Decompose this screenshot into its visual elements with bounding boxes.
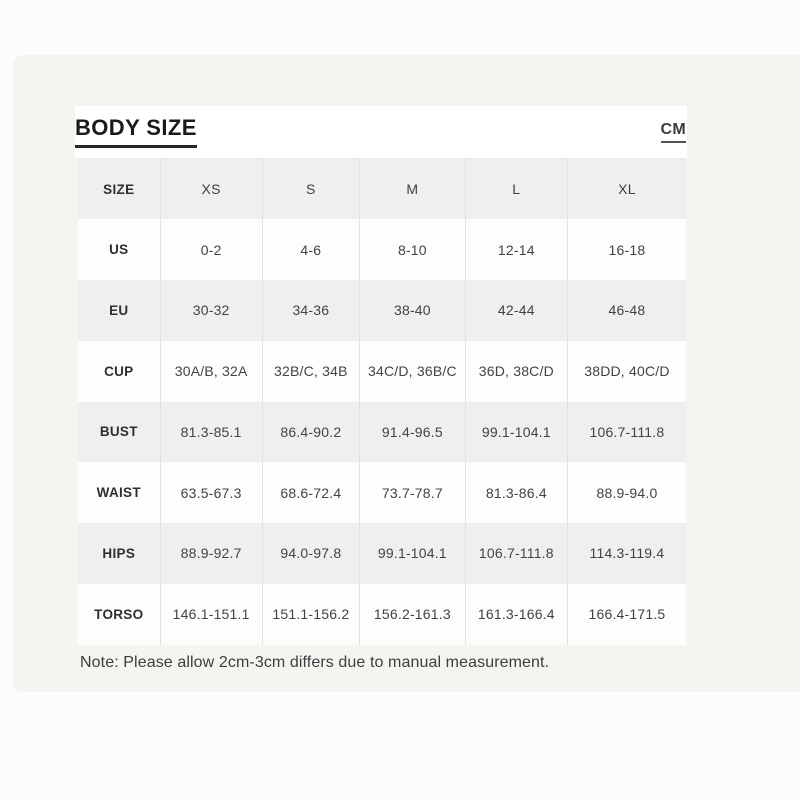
cell: 146.1-151.1 (160, 584, 262, 645)
cell: 94.0-97.8 (262, 523, 359, 584)
cell: 32B/C, 34B (262, 341, 359, 402)
row-label: TORSO (94, 606, 144, 622)
corner-header: SIZE (103, 181, 135, 197)
table-row (78, 341, 686, 402)
cell: 30A/B, 32A (160, 341, 262, 402)
cell: 88.9-94.0 (567, 462, 686, 523)
header-row (78, 159, 686, 220)
row-label: EU (109, 302, 129, 318)
cell: 38-40 (359, 280, 465, 341)
size-col-header: XL (567, 159, 686, 220)
size-col-header: L (465, 159, 567, 220)
row-label: CUP (104, 363, 134, 379)
cell: 86.4-90.2 (262, 402, 359, 463)
row-label: HIPS (102, 545, 136, 561)
cell: 73.7-78.7 (359, 462, 465, 523)
row-label: US (109, 242, 129, 258)
cell: 81.3-85.1 (160, 402, 262, 463)
table-body (78, 219, 686, 644)
cell: 114.3-119.4 (567, 523, 686, 584)
title-band (75, 106, 687, 158)
cell: 42-44 (465, 280, 567, 341)
cell: 166.4-171.5 (567, 584, 686, 645)
cell: 34C/D, 36B/C (359, 341, 465, 402)
size-col-header: XS (160, 159, 262, 220)
table-row (78, 219, 686, 280)
table-row (78, 280, 686, 341)
table-row (78, 462, 686, 523)
cell: 16-18 (567, 219, 686, 280)
cell: 106.7-111.8 (567, 402, 686, 463)
size-col-header: M (359, 159, 465, 220)
cell: 8-10 (359, 219, 465, 280)
size-col-header: S (262, 159, 359, 220)
cell: 81.3-86.4 (465, 462, 567, 523)
cell: 30-32 (160, 280, 262, 341)
size-chart-panel (13, 55, 800, 692)
page-title: BODY SIZE (75, 116, 197, 148)
cell: 12-14 (465, 219, 567, 280)
cell: 161.3-166.4 (465, 584, 567, 645)
cell: 0-2 (160, 219, 262, 280)
cell: 99.1-104.1 (465, 402, 567, 463)
unit-label: CM (661, 121, 686, 143)
cell: 36D, 38C/D (465, 341, 567, 402)
size-table (78, 158, 686, 645)
cell: 46-48 (567, 280, 686, 341)
table-row (78, 402, 686, 463)
cell: 91.4-96.5 (359, 402, 465, 463)
cell: 4-6 (262, 219, 359, 280)
row-label: WAIST (96, 485, 141, 501)
cell: 99.1-104.1 (359, 523, 465, 584)
row-label: BUST (99, 424, 138, 440)
table-row (78, 523, 686, 584)
cell: 156.2-161.3 (359, 584, 465, 645)
cell: 38DD, 40C/D (567, 341, 686, 402)
cell: 63.5-67.3 (160, 462, 262, 523)
cell: 68.6-72.4 (262, 462, 359, 523)
cell: 88.9-92.7 (160, 523, 262, 584)
cell: 34-36 (262, 280, 359, 341)
cell: 106.7-111.8 (465, 523, 567, 584)
note-text: Note: Please allow 2cm-3cm differs due to manual measurement. (80, 654, 550, 671)
table-row (78, 584, 686, 645)
cell: 151.1-156.2 (262, 584, 359, 645)
